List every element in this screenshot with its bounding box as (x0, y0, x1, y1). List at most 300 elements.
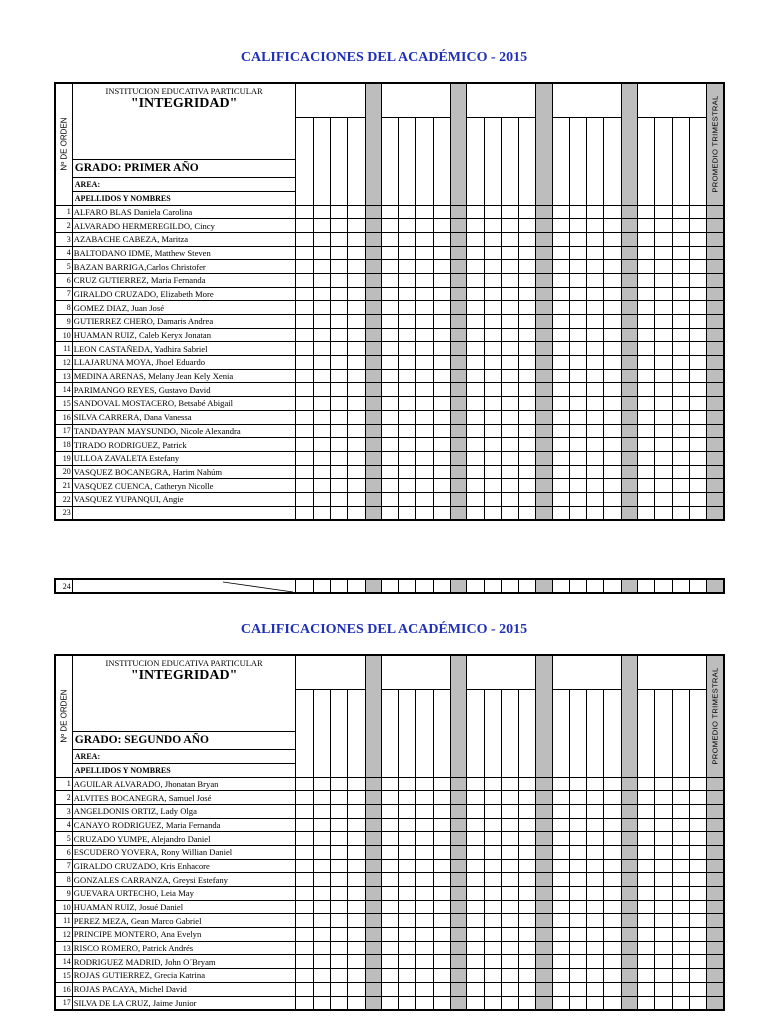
period-average-cell[interactable] (365, 579, 381, 593)
grade-cell[interactable] (381, 342, 398, 356)
grade-cell[interactable] (416, 410, 433, 424)
period-average-cell[interactable] (621, 328, 637, 342)
grade-cell[interactable] (655, 410, 672, 424)
grade-cell[interactable] (381, 804, 398, 818)
trimester-average-cell[interactable] (707, 397, 724, 411)
period-average-cell[interactable] (536, 492, 552, 506)
grade-cell[interactable] (587, 818, 604, 832)
grade-cell[interactable] (552, 579, 569, 593)
grade-cell[interactable] (467, 246, 484, 260)
grade-cell[interactable] (433, 941, 450, 955)
grade-cell[interactable] (381, 397, 398, 411)
grade-cell[interactable] (484, 273, 501, 287)
trimester-average-cell[interactable] (707, 328, 724, 342)
grade-cell[interactable] (501, 383, 518, 397)
grade-cell[interactable] (484, 219, 501, 233)
grade-cell[interactable] (433, 900, 450, 914)
grade-cell[interactable] (381, 287, 398, 301)
grade-cell[interactable] (587, 219, 604, 233)
grade-cell[interactable] (604, 914, 621, 928)
grade-cell[interactable] (655, 451, 672, 465)
grade-cell[interactable] (655, 873, 672, 887)
period-average-cell[interactable] (450, 369, 466, 383)
period-average-cell[interactable] (536, 818, 552, 832)
period-average-cell[interactable] (621, 900, 637, 914)
grade-cell[interactable] (416, 451, 433, 465)
grade-cell[interactable] (501, 465, 518, 479)
period-average-cell[interactable] (621, 914, 637, 928)
grade-cell[interactable] (313, 777, 330, 791)
grade-cell[interactable] (416, 397, 433, 411)
grade-cell[interactable] (587, 260, 604, 274)
period-average-cell[interactable] (621, 996, 637, 1010)
grade-cell[interactable] (296, 982, 313, 996)
grade-cell[interactable] (689, 342, 706, 356)
grade-cell[interactable] (331, 859, 348, 873)
grade-cell[interactable] (484, 287, 501, 301)
grade-cell[interactable] (331, 873, 348, 887)
grade-cell[interactable] (381, 273, 398, 287)
grade-cell[interactable] (552, 451, 569, 465)
grade-cell[interactable] (381, 982, 398, 996)
grade-cell[interactable] (638, 873, 655, 887)
grade-cell[interactable] (433, 246, 450, 260)
grade-cell[interactable] (467, 996, 484, 1010)
trimester-average-cell[interactable] (707, 219, 724, 233)
grade-cell[interactable] (416, 315, 433, 329)
grade-cell[interactable] (587, 955, 604, 969)
grade-cell[interactable] (296, 410, 313, 424)
grade-cell[interactable] (296, 397, 313, 411)
grade-cell[interactable] (569, 383, 586, 397)
grade-cell[interactable] (552, 791, 569, 805)
grade-cell[interactable] (569, 397, 586, 411)
grade-cell[interactable] (484, 492, 501, 506)
grade-cell[interactable] (501, 438, 518, 452)
period-average-cell[interactable] (621, 845, 637, 859)
period-average-cell[interactable] (536, 301, 552, 315)
grade-cell[interactable] (484, 397, 501, 411)
grade-cell[interactable] (638, 383, 655, 397)
grade-cell[interactable] (689, 465, 706, 479)
trimester-average-cell[interactable] (707, 205, 724, 219)
period-average-cell[interactable] (536, 887, 552, 901)
grade-cell[interactable] (519, 260, 536, 274)
grade-cell[interactable] (296, 383, 313, 397)
grade-cell[interactable] (587, 342, 604, 356)
grade-cell[interactable] (689, 260, 706, 274)
grade-cell[interactable] (519, 410, 536, 424)
trimester-average-cell[interactable] (707, 492, 724, 506)
grade-cell[interactable] (655, 260, 672, 274)
grade-cell[interactable] (467, 492, 484, 506)
period-average-cell[interactable] (365, 791, 381, 805)
grade-cell[interactable] (638, 315, 655, 329)
grade-cell[interactable] (313, 914, 330, 928)
period-average-cell[interactable] (450, 342, 466, 356)
grade-cell[interactable] (552, 397, 569, 411)
period-average-cell[interactable] (536, 941, 552, 955)
period-average-cell[interactable] (365, 273, 381, 287)
grade-cell[interactable] (433, 479, 450, 493)
period-average-cell[interactable] (621, 832, 637, 846)
grade-cell[interactable] (348, 996, 365, 1010)
period-average-cell[interactable] (450, 969, 466, 983)
grade-cell[interactable] (348, 506, 365, 520)
grade-cell[interactable] (587, 941, 604, 955)
grade-cell[interactable] (672, 369, 689, 383)
grade-cell[interactable] (569, 982, 586, 996)
grade-cell[interactable] (689, 451, 706, 465)
grade-cell[interactable] (399, 383, 416, 397)
grade-cell[interactable] (313, 328, 330, 342)
grade-cell[interactable] (433, 219, 450, 233)
grade-cell[interactable] (569, 941, 586, 955)
grade-cell[interactable] (296, 246, 313, 260)
period-average-cell[interactable] (450, 315, 466, 329)
grade-cell[interactable] (348, 273, 365, 287)
grade-cell[interactable] (655, 506, 672, 520)
grade-cell[interactable] (552, 287, 569, 301)
grade-cell[interactable] (416, 900, 433, 914)
grade-cell[interactable] (587, 859, 604, 873)
period-average-cell[interactable] (450, 996, 466, 1010)
grade-cell[interactable] (331, 506, 348, 520)
period-average-cell[interactable] (450, 410, 466, 424)
grade-cell[interactable] (672, 465, 689, 479)
grade-cell[interactable] (348, 900, 365, 914)
period-average-cell[interactable] (365, 969, 381, 983)
grade-cell[interactable] (467, 260, 484, 274)
grade-cell[interactable] (672, 232, 689, 246)
grade-cell[interactable] (569, 465, 586, 479)
period-average-cell[interactable] (536, 328, 552, 342)
grade-cell[interactable] (313, 465, 330, 479)
grade-cell[interactable] (519, 246, 536, 260)
grade-cell[interactable] (484, 232, 501, 246)
grade-cell[interactable] (399, 410, 416, 424)
grade-cell[interactable] (672, 887, 689, 901)
grade-cell[interactable] (331, 451, 348, 465)
grade-cell[interactable] (484, 914, 501, 928)
period-average-cell[interactable] (365, 287, 381, 301)
grade-cell[interactable] (655, 914, 672, 928)
period-average-cell[interactable] (536, 479, 552, 493)
grade-cell[interactable] (296, 928, 313, 942)
period-average-cell[interactable] (450, 791, 466, 805)
grade-cell[interactable] (467, 397, 484, 411)
grade-cell[interactable] (331, 845, 348, 859)
period-average-cell[interactable] (365, 492, 381, 506)
grade-cell[interactable] (655, 982, 672, 996)
period-average-cell[interactable] (450, 273, 466, 287)
trimester-average-cell[interactable] (707, 383, 724, 397)
grade-cell[interactable] (313, 804, 330, 818)
grade-cell[interactable] (313, 205, 330, 219)
grade-cell[interactable] (501, 845, 518, 859)
grade-cell[interactable] (552, 492, 569, 506)
grade-cell[interactable] (655, 232, 672, 246)
grade-cell[interactable] (484, 832, 501, 846)
grade-cell[interactable] (501, 804, 518, 818)
grade-cell[interactable] (519, 383, 536, 397)
grade-cell[interactable] (484, 969, 501, 983)
grade-cell[interactable] (313, 397, 330, 411)
period-average-cell[interactable] (536, 424, 552, 438)
period-average-cell[interactable] (450, 479, 466, 493)
grade-cell[interactable] (638, 465, 655, 479)
grade-cell[interactable] (381, 465, 398, 479)
period-average-cell[interactable] (365, 859, 381, 873)
grade-cell[interactable] (552, 777, 569, 791)
grade-cell[interactable] (587, 928, 604, 942)
grade-cell[interactable] (433, 301, 450, 315)
grade-cell[interactable] (519, 506, 536, 520)
grade-cell[interactable] (672, 832, 689, 846)
grade-cell[interactable] (381, 479, 398, 493)
period-average-cell[interactable] (450, 492, 466, 506)
grade-cell[interactable] (501, 273, 518, 287)
grade-cell[interactable] (331, 287, 348, 301)
grade-cell[interactable] (399, 287, 416, 301)
grade-cell[interactable] (296, 777, 313, 791)
grade-cell[interactable] (604, 887, 621, 901)
grade-cell[interactable] (484, 982, 501, 996)
grade-cell[interactable] (467, 465, 484, 479)
grade-cell[interactable] (672, 328, 689, 342)
grade-cell[interactable] (484, 356, 501, 370)
grade-cell[interactable] (569, 506, 586, 520)
grade-cell[interactable] (416, 479, 433, 493)
period-average-cell[interactable] (450, 246, 466, 260)
grade-cell[interactable] (552, 982, 569, 996)
period-average-cell[interactable] (450, 832, 466, 846)
grade-cell[interactable] (604, 479, 621, 493)
grade-cell[interactable] (552, 804, 569, 818)
grade-cell[interactable] (672, 301, 689, 315)
grade-cell[interactable] (433, 465, 450, 479)
grade-cell[interactable] (381, 410, 398, 424)
grade-cell[interactable] (501, 492, 518, 506)
grade-cell[interactable] (348, 791, 365, 805)
trimester-average-cell[interactable] (707, 356, 724, 370)
grade-cell[interactable] (638, 887, 655, 901)
grade-cell[interactable] (519, 424, 536, 438)
grade-cell[interactable] (416, 777, 433, 791)
grade-cell[interactable] (433, 287, 450, 301)
grade-cell[interactable] (348, 410, 365, 424)
grade-cell[interactable] (433, 873, 450, 887)
grade-cell[interactable] (416, 492, 433, 506)
grade-cell[interactable] (672, 287, 689, 301)
grade-cell[interactable] (672, 873, 689, 887)
grade-cell[interactable] (296, 492, 313, 506)
grade-cell[interactable] (416, 996, 433, 1010)
grade-cell[interactable] (604, 928, 621, 942)
grade-cell[interactable] (484, 383, 501, 397)
grade-cell[interactable] (348, 397, 365, 411)
period-average-cell[interactable] (450, 887, 466, 901)
grade-cell[interactable] (689, 982, 706, 996)
period-average-cell[interactable] (365, 928, 381, 942)
grade-cell[interactable] (381, 996, 398, 1010)
grade-cell[interactable] (519, 804, 536, 818)
period-average-cell[interactable] (450, 873, 466, 887)
grade-cell[interactable] (552, 969, 569, 983)
grade-cell[interactable] (587, 301, 604, 315)
grade-cell[interactable] (638, 369, 655, 383)
grade-cell[interactable] (519, 887, 536, 901)
grade-cell[interactable] (501, 914, 518, 928)
grade-cell[interactable] (552, 205, 569, 219)
period-average-cell[interactable] (450, 383, 466, 397)
period-average-cell[interactable] (450, 928, 466, 942)
grade-cell[interactable] (569, 492, 586, 506)
grade-cell[interactable] (467, 579, 484, 593)
grade-cell[interactable] (638, 479, 655, 493)
grade-cell[interactable] (467, 356, 484, 370)
grade-cell[interactable] (569, 791, 586, 805)
grade-cell[interactable] (672, 982, 689, 996)
grade-cell[interactable] (484, 410, 501, 424)
grade-cell[interactable] (399, 845, 416, 859)
grade-cell[interactable] (416, 845, 433, 859)
grade-cell[interactable] (296, 955, 313, 969)
grade-cell[interactable] (381, 260, 398, 274)
grade-cell[interactable] (501, 859, 518, 873)
grade-cell[interactable] (313, 438, 330, 452)
grade-cell[interactable] (484, 465, 501, 479)
grade-cell[interactable] (484, 246, 501, 260)
grade-cell[interactable] (501, 941, 518, 955)
grade-cell[interactable] (399, 205, 416, 219)
grade-cell[interactable] (296, 804, 313, 818)
grade-cell[interactable] (638, 579, 655, 593)
grade-cell[interactable] (569, 410, 586, 424)
grade-cell[interactable] (672, 579, 689, 593)
grade-cell[interactable] (399, 369, 416, 383)
grade-cell[interactable] (519, 438, 536, 452)
grade-cell[interactable] (638, 356, 655, 370)
grade-cell[interactable] (467, 818, 484, 832)
grade-cell[interactable] (501, 873, 518, 887)
grade-cell[interactable] (296, 232, 313, 246)
grade-cell[interactable] (519, 356, 536, 370)
grade-cell[interactable] (313, 832, 330, 846)
grade-cell[interactable] (296, 579, 313, 593)
grade-cell[interactable] (655, 845, 672, 859)
period-average-cell[interactable] (450, 859, 466, 873)
grade-cell[interactable] (501, 315, 518, 329)
grade-cell[interactable] (399, 342, 416, 356)
grade-cell[interactable] (672, 969, 689, 983)
grade-cell[interactable] (331, 465, 348, 479)
grade-cell[interactable] (399, 492, 416, 506)
grade-cell[interactable] (416, 383, 433, 397)
grade-cell[interactable] (399, 955, 416, 969)
grade-cell[interactable] (348, 777, 365, 791)
period-average-cell[interactable] (536, 914, 552, 928)
grade-cell[interactable] (655, 900, 672, 914)
grade-cell[interactable] (655, 791, 672, 805)
grade-cell[interactable] (331, 579, 348, 593)
grade-cell[interactable] (399, 859, 416, 873)
period-average-cell[interactable] (365, 383, 381, 397)
grade-cell[interactable] (569, 315, 586, 329)
grade-cell[interactable] (467, 315, 484, 329)
period-average-cell[interactable] (450, 900, 466, 914)
grade-cell[interactable] (672, 818, 689, 832)
grade-cell[interactable] (399, 397, 416, 411)
period-average-cell[interactable] (536, 955, 552, 969)
period-average-cell[interactable] (365, 914, 381, 928)
grade-cell[interactable] (433, 260, 450, 274)
period-average-cell[interactable] (536, 928, 552, 942)
grade-cell[interactable] (519, 914, 536, 928)
grade-cell[interactable] (655, 328, 672, 342)
grade-cell[interactable] (467, 410, 484, 424)
period-average-cell[interactable] (536, 873, 552, 887)
period-average-cell[interactable] (450, 777, 466, 791)
grade-cell[interactable] (638, 287, 655, 301)
period-average-cell[interactable] (450, 424, 466, 438)
grade-cell[interactable] (348, 969, 365, 983)
grade-cell[interactable] (552, 955, 569, 969)
grade-cell[interactable] (313, 996, 330, 1010)
grade-cell[interactable] (433, 969, 450, 983)
grade-cell[interactable] (501, 928, 518, 942)
grade-cell[interactable] (552, 260, 569, 274)
grade-cell[interactable] (672, 900, 689, 914)
grade-cell[interactable] (569, 996, 586, 1010)
grade-cell[interactable] (655, 397, 672, 411)
grade-cell[interactable] (467, 804, 484, 818)
grade-cell[interactable] (467, 219, 484, 233)
grade-cell[interactable] (416, 260, 433, 274)
period-average-cell[interactable] (536, 287, 552, 301)
grade-cell[interactable] (399, 356, 416, 370)
period-average-cell[interactable] (621, 928, 637, 942)
period-average-cell[interactable] (621, 232, 637, 246)
grade-cell[interactable] (348, 941, 365, 955)
grade-cell[interactable] (655, 479, 672, 493)
grade-cell[interactable] (569, 859, 586, 873)
grade-cell[interactable] (484, 205, 501, 219)
grade-cell[interactable] (381, 941, 398, 955)
grade-cell[interactable] (433, 492, 450, 506)
grade-cell[interactable] (433, 804, 450, 818)
grade-cell[interactable] (689, 369, 706, 383)
grade-cell[interactable] (689, 219, 706, 233)
grade-cell[interactable] (467, 287, 484, 301)
grade-cell[interactable] (655, 777, 672, 791)
grade-cell[interactable] (569, 804, 586, 818)
period-average-cell[interactable] (536, 438, 552, 452)
grade-cell[interactable] (689, 845, 706, 859)
grade-cell[interactable] (381, 383, 398, 397)
period-average-cell[interactable] (365, 342, 381, 356)
grade-cell[interactable] (519, 941, 536, 955)
grade-cell[interactable] (519, 791, 536, 805)
grade-cell[interactable] (416, 465, 433, 479)
grade-cell[interactable] (604, 982, 621, 996)
grade-cell[interactable] (672, 356, 689, 370)
period-average-cell[interactable] (536, 342, 552, 356)
grade-cell[interactable] (313, 955, 330, 969)
grade-cell[interactable] (552, 301, 569, 315)
grade-cell[interactable] (381, 451, 398, 465)
grade-cell[interactable] (604, 328, 621, 342)
